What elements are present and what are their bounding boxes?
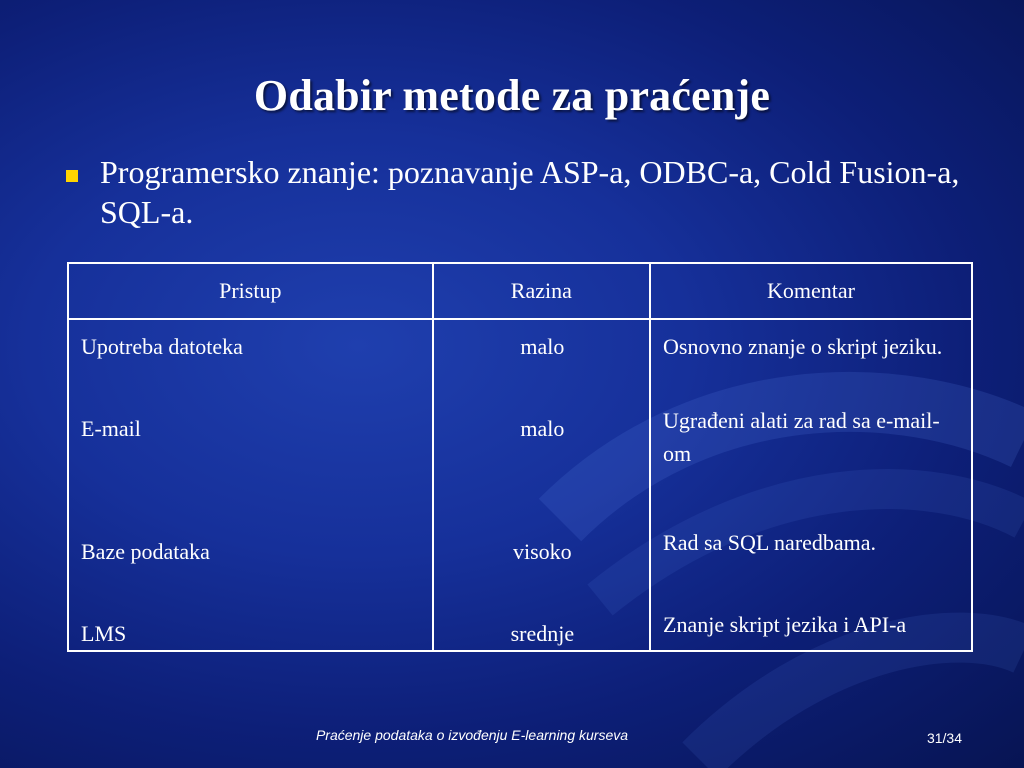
razina-cell: visoko — [512, 539, 572, 564]
razina-cell: srednje — [510, 621, 575, 646]
pristup-cell: Baze podataka — [81, 539, 210, 564]
bullet-item — [66, 152, 966, 232]
bullet-square-icon — [66, 170, 78, 182]
komentar-column — [650, 319, 972, 651]
razina-column — [433, 319, 650, 651]
pristup-cell: Upotreba datoteka — [81, 334, 243, 359]
pristup-cell: LMS — [81, 621, 127, 646]
footer-text: Praćenje podataka o izvođenju E-learning kurseva — [315, 727, 629, 743]
pristup-column — [68, 319, 433, 651]
table-header-row — [68, 263, 972, 319]
razina-cell: malo — [520, 334, 565, 359]
bullet-text: Programersko znanje: poznavanje ASP-a, ODBC-a, Cold Fusion-a, SQL-a. — [100, 154, 960, 230]
komentar-cell: Znanje skript jezika i API-a — [663, 612, 907, 637]
razina-cell: malo — [520, 416, 565, 441]
komentar-cell: Ugrađeni alati za rad sa e-mail-om — [663, 408, 940, 466]
slide-title: Odabir metode za praćenje — [253, 71, 771, 120]
komentar-cell: Rad sa SQL naredbama. — [663, 530, 877, 555]
header-razina: Razina — [433, 263, 650, 319]
page-number: 31/34 — [926, 730, 962, 746]
header-komentar: Komentar — [650, 263, 972, 319]
comparison-table — [67, 262, 973, 652]
komentar-cell: Osnovno znanje o skript jeziku. — [663, 334, 943, 359]
pristup-cell: E-mail — [81, 416, 141, 441]
header-pristup: Pristup — [68, 263, 433, 319]
table-body-row — [68, 319, 972, 651]
